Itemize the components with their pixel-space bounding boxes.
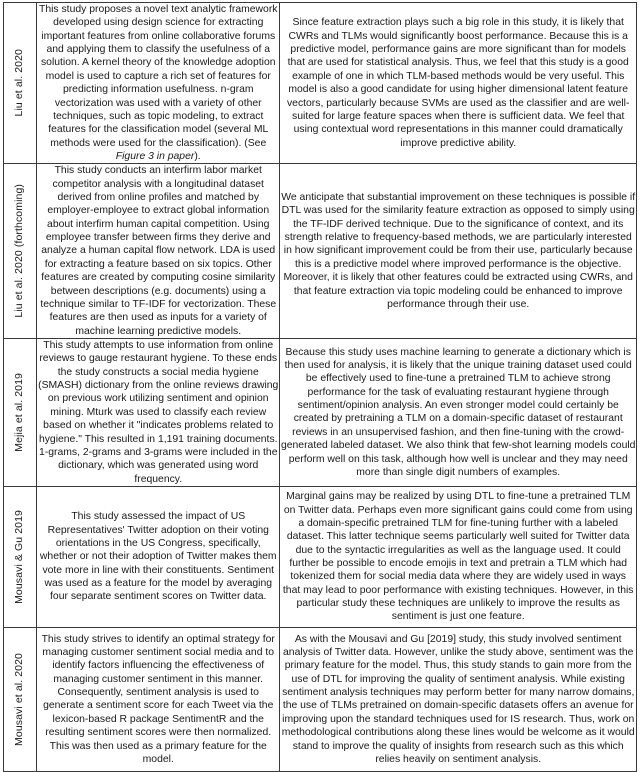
- summary-italic-ref: Figure 3 in paper: [115, 150, 195, 162]
- table-row: [4, 164, 637, 339]
- assessment-text: Since feature extraction plays such a big role in this study, it is likely that CWRs and TLMs would significantly boost performance. Because this is a predictive model, performance gains are more significant than for models that are used for statistical analysis. Thus, we feel that this study is a good example of one in which TLM-based methods would be very useful. This model is also a good candidate for using higher dimensional latent feature vectors, particularly because SVMs are used as the classifier and are well-suited for large feature spaces when there is sufficient data. We feel that using contextual word representations in this manner could dramatically improve predictive ability.: [286, 17, 630, 149]
- assessment-text: As with the Mousavi and Gu [2019] study, this study involved sentiment analysis of Twitter data. However, unlike the study above, sentiment was the primary feature for the model. Thus, this study stands to gain more from the use of DTL for improving the quality of sentiment analysis. While existing sentiment analysis techniques may perform better for many narrow domains, the use of TLMs pretrained on domain-specific datasets offers an avenue for improving upon the standard techniques used for IS research. Thus, work on methodological contributions along these lines would be welcome as it would stand to improve the quality of insights from research such as this which relies heavily on sentiment analysis.: [281, 633, 635, 765]
- study-summary-cell: [37, 164, 280, 339]
- assessment-text: Because this study uses machine learning to generate a dictionary which is then used for analysis, it is likely that the unique training dataset used could be effectively used to fine-tune a pretrained TLM to achieve strong performance for the task of evaluating restaurant hygiene through sentiment/opinion analysis. An even stronger model could certainly be created by pretraining a TLM on a domain-specific dataset of restaurant reviews in an unsupervised fashion, and then fine-tuning with the crowd-generated labeled dataset. We also think that few-shot learning models could perform well on this task, although how well is unclear and they may need more than single digit numbers of examples.: [280, 346, 636, 478]
- assessment-cell: [280, 3, 637, 164]
- literature-review-table: [3, 2, 637, 772]
- study-summary-cell: [37, 486, 280, 627]
- study-label-cell: [4, 3, 37, 164]
- study-citation: Liu et al. 2020 (forthcoming): [13, 184, 26, 318]
- study-citation: Mejia et al. 2019: [13, 373, 26, 452]
- assessment-cell: [280, 338, 637, 486]
- summary-tail: ).: [194, 150, 201, 162]
- assessment-cell: [280, 164, 637, 339]
- study-label-cell: [4, 486, 37, 627]
- study-citation: Liu et al. 2020: [13, 49, 26, 117]
- study-summary-text: This study strives to identify an optimal strategy for managing customer sentiment social media and to identify factors influencing the effectiveness of managing customer sentiment in this manner. Consequently, sentiment analysis is used to generate a sentiment score for each Tweet via the lexicon-based R package SentimentR and the resulting sentiment scores were then normalized. This was then used as a primary feature for the model.: [41, 633, 275, 765]
- study-label-cell: [4, 338, 37, 486]
- study-summary-cell: [37, 3, 280, 164]
- assessment-text: We anticipate that substantial improvement on these techniques is possible if DTL was used for the similarity feature extraction as opposed to simply using the TF-IDF derived technique. Due to the significance of context, and its strength relative to frequency-based methods, we are particularly interested in how significant improvement could be from their use, particularly because this is a predictive model where improved performance is the objective. Moreover, it is likely that other features could be extracted using CWRs, and that feature extraction via topic modeling could be enhanced to improve performance through their use.: [281, 192, 636, 310]
- study-summary-text: [37, 3, 279, 163]
- table-row: [4, 627, 637, 771]
- study-summary-cell: [37, 627, 280, 771]
- study-label-cell: [4, 164, 37, 339]
- assessment-text: Marginal gains may be realized by using DTL to fine-tune a pretrained TLM on Twitter data. Perhaps even more significant gains could come from using a domain-specific pretrained TLM for fine-tuning further with a labeled dataset. This latter technique seems particularly well suited for Twitter data due to the syntactic irregularities as well as the language used. It could further be possible to encode emojis in text and pretrain a TLM which had tokenized them for social media data where they are widely used in ways that may lead to poor performance with existing techniques. However, in this particular study these techniques are unlikely to improve the results as sentiment is just one feature.: [282, 491, 634, 623]
- table-body: [4, 3, 637, 772]
- study-citation: Mousavi & Gu 2019: [13, 509, 26, 604]
- study-label-cell: [4, 627, 37, 771]
- assessment-cell: [280, 627, 637, 771]
- table-row: [4, 338, 637, 486]
- assessment-cell: [280, 486, 637, 627]
- study-summary-text: This study conducts an interfirm labor market competitor analysis with a longitudinal dataset derived from online profiles and matched by employer-employee to extract global information about interfirm human capital competition. Using employee transfer between firms they derive and analyze a human capital flow network. LDA is used for extracting a feature based on six topics. Other features are created by computing cosine similarity between descriptions (e.g. documents) using a technique similar to TF-IDF for vectorization. These features are then used as inputs for a variety of machine learning predictive models.: [40, 165, 277, 337]
- study-summary-cell: [37, 338, 280, 486]
- table-row: [4, 486, 637, 627]
- study-citation: Mousavi et al. 2020: [13, 652, 26, 746]
- study-summary-text: This study assessed the impact of US Representatives' Twitter adoption on their voting orientations in the US Congress, specifically, whether or not their adoption of Twitter makes them vote more in line with their constituents. Sentiment was used as a feature for the model by averaging four separate sentiment scores on Twitter data.: [39, 511, 277, 603]
- study-summary-text: This study attempts to use information from online reviews to gauge restaurant hygiene. To these ends the study constructs a social media hygiene (SMASH) dictionary from the online reviews drawing on previous work utilizing sentiment and opinion mining. Mturk was used to classify each review based on whether it "indicates problems related to hygiene." This resulted in 1,191 training documents. 1-grams, 2-grams and 3-grams were included in the dictionary, which was generated using word frequency.: [38, 339, 279, 485]
- summary-main: This study proposes a novel text analytic framework developed using design science for extracting important features from online collaborative forums and applying them to classify the usefulness of a solution. A kernel theory of the knowledge adoption model is used to capture a rich set of features for predicting information usefulness. n-gram vectorization was used with a variety of other techniques, such as topic modeling, to extract features for the classification model (several ML methods were used for the classification). (See: [38, 4, 278, 149]
- table-row: [4, 3, 637, 164]
